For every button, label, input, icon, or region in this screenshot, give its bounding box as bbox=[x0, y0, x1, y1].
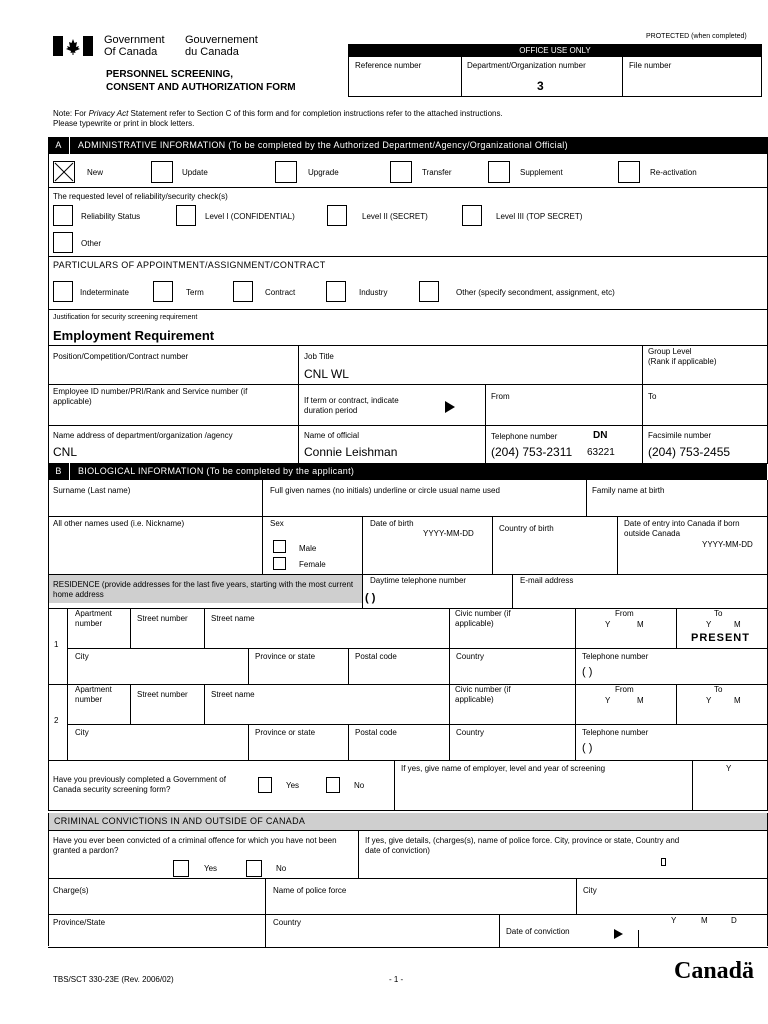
street-number-label-2: Street number bbox=[137, 690, 188, 699]
fax-value[interactable]: (204) 753-2455 bbox=[648, 445, 731, 459]
criminal-no-label: No bbox=[276, 864, 287, 873]
telephone-parens-1[interactable]: ( ) bbox=[582, 666, 593, 678]
from-y-1: Y bbox=[605, 620, 611, 629]
country-label-1: Country bbox=[456, 652, 485, 661]
checkbox-indeterminate[interactable] bbox=[53, 281, 73, 302]
checkbox-supplement[interactable] bbox=[488, 161, 510, 183]
from-m-1: M bbox=[637, 620, 644, 629]
request-type-transfer: Transfer bbox=[422, 168, 452, 177]
criminal-city-label: City bbox=[583, 886, 597, 895]
residence-row-2-number: 2 bbox=[54, 716, 59, 725]
dept-name-value[interactable]: CNL bbox=[53, 445, 78, 459]
fax-label: Facsimile number bbox=[648, 431, 712, 440]
official-label: Name of official bbox=[304, 431, 359, 440]
telephone-tag: DN bbox=[593, 430, 608, 441]
screening-details-label: If yes, give name of employer, level and year of screening bbox=[401, 764, 606, 773]
protected-label: PROTECTED (when completed) bbox=[646, 33, 747, 40]
request-type-update: Update bbox=[182, 168, 208, 177]
street-number-label-1: Street number bbox=[137, 614, 188, 623]
country-label-2: Country bbox=[456, 728, 485, 737]
group-level-sub: (Rank if applicable) bbox=[648, 357, 717, 366]
position-label: Position/Competition/Contract number bbox=[53, 352, 189, 361]
city-label-1: City bbox=[75, 652, 89, 661]
province-label-2: Province or state bbox=[255, 728, 316, 737]
female-label: Female bbox=[299, 560, 326, 569]
to-m-2: M bbox=[734, 696, 741, 705]
criminal-yes-label: Yes bbox=[204, 864, 218, 873]
checkbox-level-1[interactable] bbox=[176, 205, 196, 226]
charges-label: Charge(s) bbox=[53, 886, 89, 895]
section-a-tag: A bbox=[48, 137, 70, 154]
arrow-right-icon bbox=[445, 400, 455, 418]
gov-en-line1: Government bbox=[104, 34, 165, 46]
checkbox-reliability[interactable] bbox=[53, 205, 73, 226]
level-1: Level I (CONFIDENTIAL) bbox=[205, 212, 295, 221]
present-label: PRESENT bbox=[691, 632, 750, 644]
to-label-1: To bbox=[714, 609, 723, 618]
checkbox-update[interactable] bbox=[151, 161, 173, 183]
residence-row-1-number: 1 bbox=[54, 640, 59, 649]
city-label-2: City bbox=[75, 728, 89, 737]
page-number: - 1 - bbox=[389, 975, 404, 984]
conviction-d-label: D bbox=[731, 916, 737, 925]
checkbox-other-level[interactable] bbox=[53, 232, 73, 253]
sex-label: Sex bbox=[270, 519, 284, 528]
apartment-label-2: Apartment number bbox=[75, 685, 112, 704]
to-m-1: M bbox=[734, 620, 741, 629]
police-label: Name of police force bbox=[273, 886, 347, 895]
telephone-extension[interactable]: 63221 bbox=[587, 447, 615, 458]
country-birth-label: Country of birth bbox=[499, 524, 554, 533]
section-b-tag: B bbox=[48, 463, 70, 480]
checkbox-criminal-no[interactable] bbox=[246, 860, 262, 877]
criminal-province-label: Province/State bbox=[53, 918, 106, 927]
checkbox-contract[interactable] bbox=[233, 281, 253, 302]
term-to-label: To bbox=[648, 392, 657, 401]
justification-label: Justification for security screening requirement bbox=[53, 314, 198, 321]
family-birth-label: Family name at birth bbox=[592, 486, 665, 495]
entry-label: Date of entry into Canada if born outside Canada bbox=[624, 519, 740, 538]
civic-label-1: Civic number (if applicable) bbox=[455, 609, 511, 628]
male-label: Male bbox=[299, 544, 317, 553]
particular-indeterminate: Indeterminate bbox=[80, 288, 129, 297]
email-label: E-mail address bbox=[520, 576, 574, 585]
checkbox-term[interactable] bbox=[153, 281, 173, 302]
placeholder-glyph-icon bbox=[661, 858, 666, 866]
gov-en-line2: Of Canada bbox=[104, 46, 158, 58]
checkbox-screening-no[interactable] bbox=[326, 777, 340, 793]
request-type-upgrade: Upgrade bbox=[308, 168, 339, 177]
flag-logo bbox=[53, 36, 93, 56]
from-m-2: M bbox=[637, 696, 644, 705]
checkbox-other-particular[interactable] bbox=[419, 281, 439, 302]
telephone-label-1: Telephone number bbox=[582, 652, 649, 661]
dept-number-label: Department/Organization number bbox=[467, 61, 586, 70]
checkbox-level-2[interactable] bbox=[327, 205, 347, 226]
level-reliability: Reliability Status bbox=[81, 212, 141, 221]
canada-wordmark: Canadä bbox=[674, 958, 755, 984]
postal-label-2: Postal code bbox=[355, 728, 397, 737]
gov-fr-line1: Gouvernement bbox=[185, 34, 258, 46]
conviction-y-label: Y bbox=[671, 916, 677, 925]
to-y-1: Y bbox=[706, 620, 712, 629]
particular-term: Term bbox=[186, 288, 204, 297]
level-other: Other bbox=[81, 239, 102, 248]
conviction-m-label: M bbox=[701, 916, 708, 925]
from-label-2: From bbox=[615, 685, 634, 694]
telephone-label: Telephone number bbox=[491, 432, 558, 441]
justification-value[interactable]: Employment Requirement bbox=[53, 328, 215, 343]
daytime-phone-label: Daytime telephone number bbox=[370, 576, 467, 585]
telephone-label-2: Telephone number bbox=[582, 728, 649, 737]
form-title-line1: PERSONNEL SCREENING, bbox=[106, 69, 234, 80]
level-2: Level II (SECRET) bbox=[362, 212, 428, 221]
residence-heading: RESIDENCE (provide addresses for the last five years, starting with the most current home address bbox=[53, 580, 354, 599]
checkbox-male[interactable] bbox=[273, 540, 286, 553]
dept-number-value[interactable]: 3 bbox=[537, 79, 544, 93]
dob-format: YYYY-MM-DD bbox=[423, 529, 474, 538]
term-label: If term or contract, indicate duration period bbox=[304, 396, 399, 415]
checkbox-transfer[interactable] bbox=[390, 161, 412, 183]
civic-label-2: Civic number (if applicable) bbox=[455, 685, 511, 704]
telephone-value[interactable]: (204) 753-2311 bbox=[491, 445, 573, 459]
street-name-label-1: Street name bbox=[211, 614, 255, 623]
level-3: Level III (TOP SECRET) bbox=[496, 212, 583, 221]
check-x-icon bbox=[54, 162, 74, 182]
given-names-label: Full given names (no initials) underline or circle usual name used bbox=[270, 486, 500, 495]
form-title-line2: CONSENT AND AUTHORIZATION FORM bbox=[106, 82, 296, 93]
telephone-parens-2[interactable]: ( ) bbox=[582, 742, 593, 754]
daytime-phone-parens[interactable]: ( ) bbox=[365, 592, 376, 604]
criminal-country-label: Country bbox=[273, 918, 302, 927]
particulars-heading: PARTICULARS OF APPOINTMENT/ASSIGNMENT/CONTRACT bbox=[53, 260, 326, 270]
dob-label: Date of birth bbox=[370, 519, 414, 528]
checkbox-female[interactable] bbox=[273, 557, 286, 570]
office-use-box bbox=[348, 44, 762, 97]
official-value[interactable]: Connie Leishman bbox=[304, 445, 398, 459]
request-type-supplement: Supplement bbox=[520, 168, 563, 177]
note-line1: Note: For Privacy Act Statement refer to Section C of this form and for completion instructions refer to the attached instructions. bbox=[53, 109, 503, 118]
screening-year-label: Y bbox=[726, 764, 732, 773]
section-a-title: ADMINISTRATIVE INFORMATION (To be completed by the Authorized Department/Agency/Organizational Official) bbox=[78, 140, 568, 150]
term-from-label: From bbox=[491, 392, 510, 401]
form-number: TBS/SCT 330-23E (Rev. 2006/02) bbox=[53, 975, 174, 984]
checkbox-reactivation[interactable] bbox=[618, 161, 640, 183]
reliability-heading: The requested level of reliability/security check(s) bbox=[53, 192, 228, 201]
section-b-title: BIOLOGICAL INFORMATION (To be completed by the applicant) bbox=[78, 466, 355, 476]
screening-no-label: No bbox=[354, 781, 365, 790]
particular-contract: Contract bbox=[265, 288, 296, 297]
street-name-label-2: Street name bbox=[211, 690, 255, 699]
entry-format: YYYY-MM-DD bbox=[702, 540, 753, 549]
file-number-label: File number bbox=[629, 61, 672, 70]
job-title-value[interactable]: CNL WL bbox=[304, 367, 349, 381]
criminal-title: CRIMINAL CONVICTIONS IN AND OUTSIDE OF CANADA bbox=[54, 816, 306, 826]
screening-yes-label: Yes bbox=[286, 781, 300, 790]
gov-fr-line2: du Canada bbox=[185, 46, 239, 58]
province-label-1: Province or state bbox=[255, 652, 316, 661]
checkbox-criminal-yes[interactable] bbox=[173, 860, 189, 877]
dept-name-label: Name address of department/organization /agency bbox=[53, 431, 233, 440]
from-y-2: Y bbox=[605, 696, 611, 705]
note-line2: Please typewrite or print in block letters. bbox=[53, 119, 195, 128]
apartment-label-1: Apartment number bbox=[75, 609, 112, 628]
job-title-label: Job Title bbox=[304, 352, 334, 361]
criminal-question: Have you ever been convicted of a criminal offence for which you have not been granted a pardon? bbox=[53, 836, 337, 855]
other-names-label: All other names used (i.e. Nickname) bbox=[53, 519, 185, 528]
checkbox-industry[interactable] bbox=[326, 281, 346, 302]
request-type-reactivation: Re-activation bbox=[650, 168, 697, 177]
to-label-2: To bbox=[714, 685, 723, 694]
checkbox-screening-yes[interactable] bbox=[258, 777, 272, 793]
criminal-details-label: If yes, give details, (charges(s), name of police force. City, province or state, Country and date of conviction) bbox=[365, 836, 680, 855]
postal-label-1: Postal code bbox=[355, 652, 397, 661]
checkbox-upgrade[interactable] bbox=[275, 161, 297, 183]
reference-number-label: Reference number bbox=[355, 61, 422, 70]
surname-label: Surname (Last name) bbox=[53, 486, 131, 495]
particular-industry: Industry bbox=[359, 288, 388, 297]
section-a-header bbox=[48, 137, 767, 154]
office-use-title: OFFICE USE ONLY bbox=[349, 45, 761, 57]
particular-other: Other (specify secondment, assignment, etc) bbox=[456, 288, 615, 297]
canada-flag-icon bbox=[53, 36, 93, 56]
arrow-right-icon bbox=[614, 926, 623, 944]
from-label-1: From bbox=[615, 609, 634, 618]
checkbox-new[interactable] bbox=[53, 161, 75, 183]
section-b-header bbox=[48, 463, 767, 480]
request-type-new: New bbox=[87, 168, 104, 177]
group-level-label: Group Level bbox=[648, 347, 692, 356]
criminal-header bbox=[48, 813, 767, 830]
to-y-2: Y bbox=[706, 696, 712, 705]
screening-question: Have you previously completed a Government of Canada security screening form? bbox=[53, 775, 226, 794]
checkbox-level-3[interactable] bbox=[462, 205, 482, 226]
conviction-date-label: Date of conviction bbox=[506, 927, 570, 936]
employee-id-label: Employee ID number/PRI/Rank and Service number (if applicable) bbox=[53, 387, 248, 406]
